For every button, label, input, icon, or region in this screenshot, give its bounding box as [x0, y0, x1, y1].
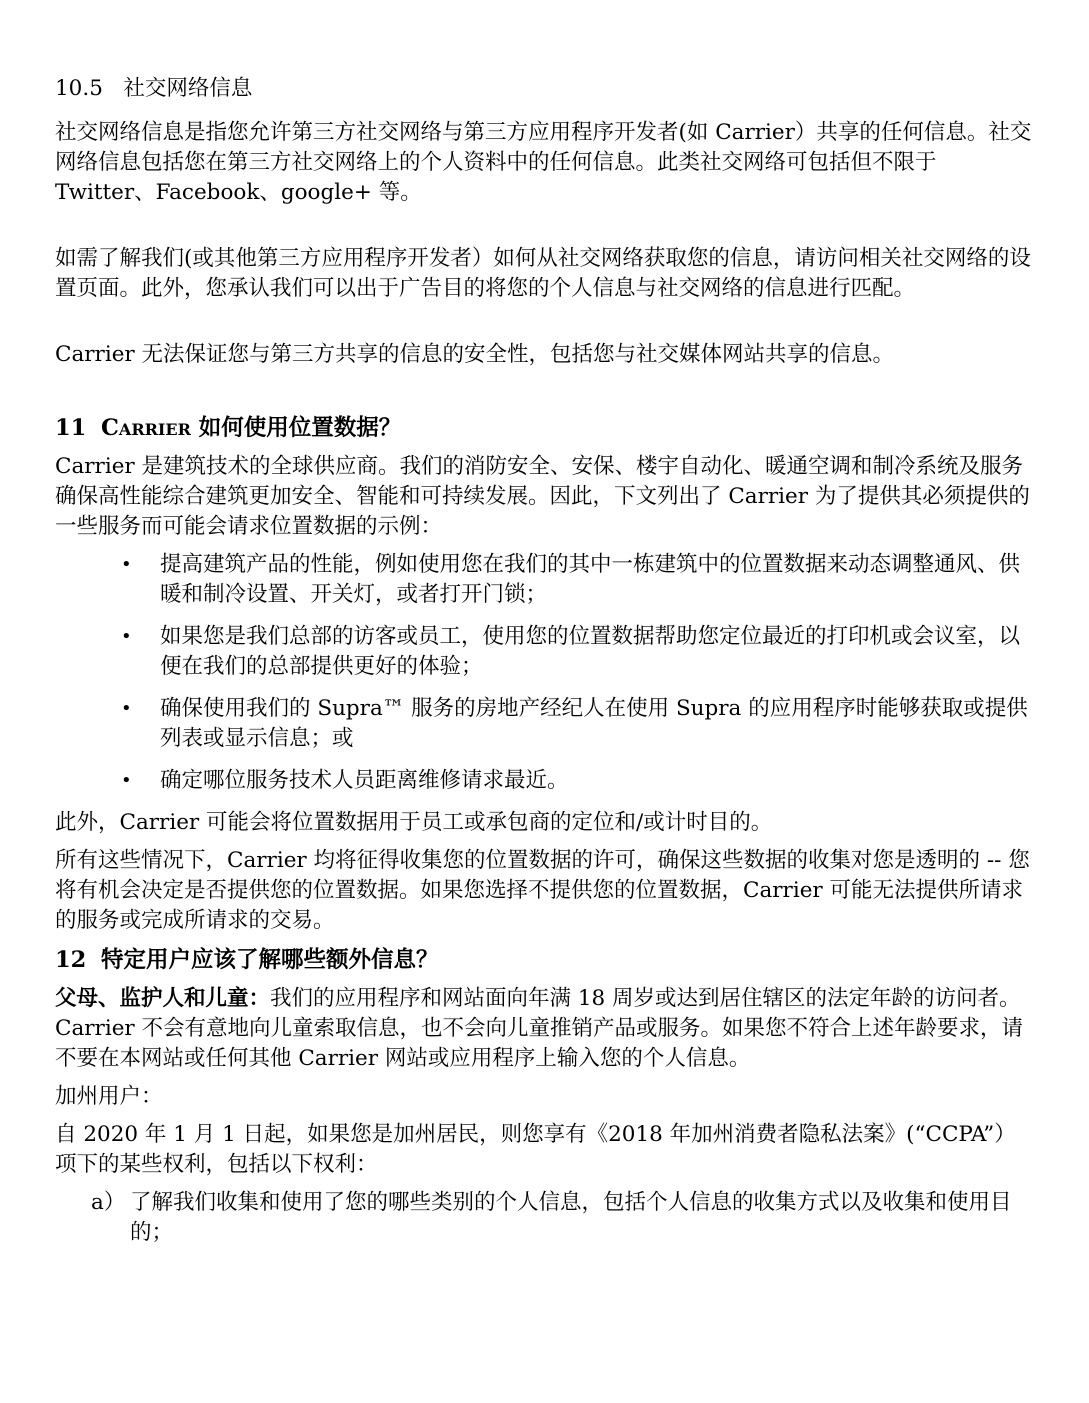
parents-children-text: 我们的应用程序和网站面向年满 18 周岁或达到居住辖区的法定年龄的访问者。Carrier 不会有意地向儿童索取信息，也不会向儿童推销产品或服务。如果您不符合上述年龄要求，请不要在本网站或任何其他 Carrier 网站或应用程序上输入您的个人信息。: [55, 986, 1024, 1071]
section-10-5-heading: [55, 74, 1035, 104]
social-network-definition: 社交网络信息是指您允许第三方社交网络与第三方应用程序开发者(如 Carrier）共享的任何信息。社交网络信息包括您在第三方社交网络上的个人资料中的任何信息。此类社交网络可包括但不限于 Twitter、Facebook、google+ 等。: [55, 120, 1032, 205]
location-consent-paragraph: 所有这些情况下，Carrier 均将征得收集您的位置数据的许可，确保这些数据的收集对您是透明的 -- 您将有机会决定是否提供您的位置数据。如果您选择不提供您的位置数据，Carrier 可能无法提供所请求的服务或完成所请求的交易。: [55, 848, 1030, 933]
parents-children-label: 父母、监护人和儿童：: [55, 986, 271, 1011]
ccpa-intro-paragraph: 自 2020 年 1 月 1 日起，如果您是加州居民，则您享有《2018 年加州消费者隐私法案》(“CCPA”） 项下的某些权利，包括以下权利：: [55, 1122, 1016, 1177]
bullet-icon: •: [121, 626, 132, 647]
section-10-5-number: 10.5: [55, 76, 103, 101]
list-item: • 确定哪位服务技术人员距离维修请求最近。: [55, 766, 1035, 796]
section-12-number: 12: [55, 947, 87, 973]
list-item: • 确保使用我们的 Supra™ 服务的房地产经纪人在使用 Supra 的应用程序时能够获取或提供列表或显示信息；或: [121, 696, 1028, 751]
parents-children-paragraph: [55, 984, 1035, 1074]
document-page: [55, 74, 1035, 1248]
list-marker: a）: [91, 1190, 126, 1215]
location-examples-list: [55, 550, 1035, 796]
bullet-icon: •: [121, 770, 132, 791]
section-11-intro: Carrier 是建筑技术的全球供应商。我们的消防安全、安保、楼宇自动化、暖通空调和制冷系统及服务确保高性能综合建筑更加安全、智能和可持续发展。因此，下文列出了 Carrier 为了提供其必须提供的一些服务而可能会请求位置数据的示例：: [55, 454, 1030, 539]
section-12-title: 特定用户应该了解哪些额外信息？: [101, 947, 439, 973]
section-11-brand: Carrier: [101, 415, 191, 441]
security-disclaimer-paragraph: Carrier 无法保证您与第三方共享的信息的安全性，包括您与社交媒体网站共享的信息。: [55, 342, 895, 367]
section-12-heading: [55, 944, 1035, 976]
ccpa-rights-list: [55, 1188, 1035, 1248]
bullet-icon: •: [121, 698, 132, 719]
section-10-5-title: 社交网络信息: [123, 76, 253, 101]
section-11-number: 11: [55, 415, 87, 441]
location-timekeeping-paragraph: 此外，Carrier 可能会将位置数据用于员工或承包商的定位和/或计时目的。: [55, 810, 773, 835]
list-item: a） 了解我们收集和使用了您的哪些类别的个人信息，包括个人信息的收集方式以及收集和使用目的；: [91, 1190, 1012, 1245]
section-11-heading: [55, 412, 1035, 444]
list-item: • 提高建筑产品的性能，例如使用您在我们的其中一栋建筑中的位置数据来动态调整通风、供暖和制冷设置、开关灯，或者打开门锁；: [121, 552, 1021, 607]
social-network-settings-paragraph: 如需了解我们(或其他第三方应用程序开发者）如何从社交网络获取您的信息，请访问相关社交网络的设置页面。此外，您承认我们可以出于广告目的将您的个人信息与社交网络的信息进行匹配。: [55, 246, 1031, 301]
section-11-title: 如何使用位置数据？: [190, 415, 402, 441]
list-item: • 如果您是我们总部的访客或员工，使用您的位置数据帮助您定位最近的打印机或会议室，以便在我们的总部提供更好的体验；: [121, 624, 1021, 679]
bullet-icon: •: [121, 554, 132, 575]
california-users-label: 加州用户：: [55, 1084, 163, 1109]
